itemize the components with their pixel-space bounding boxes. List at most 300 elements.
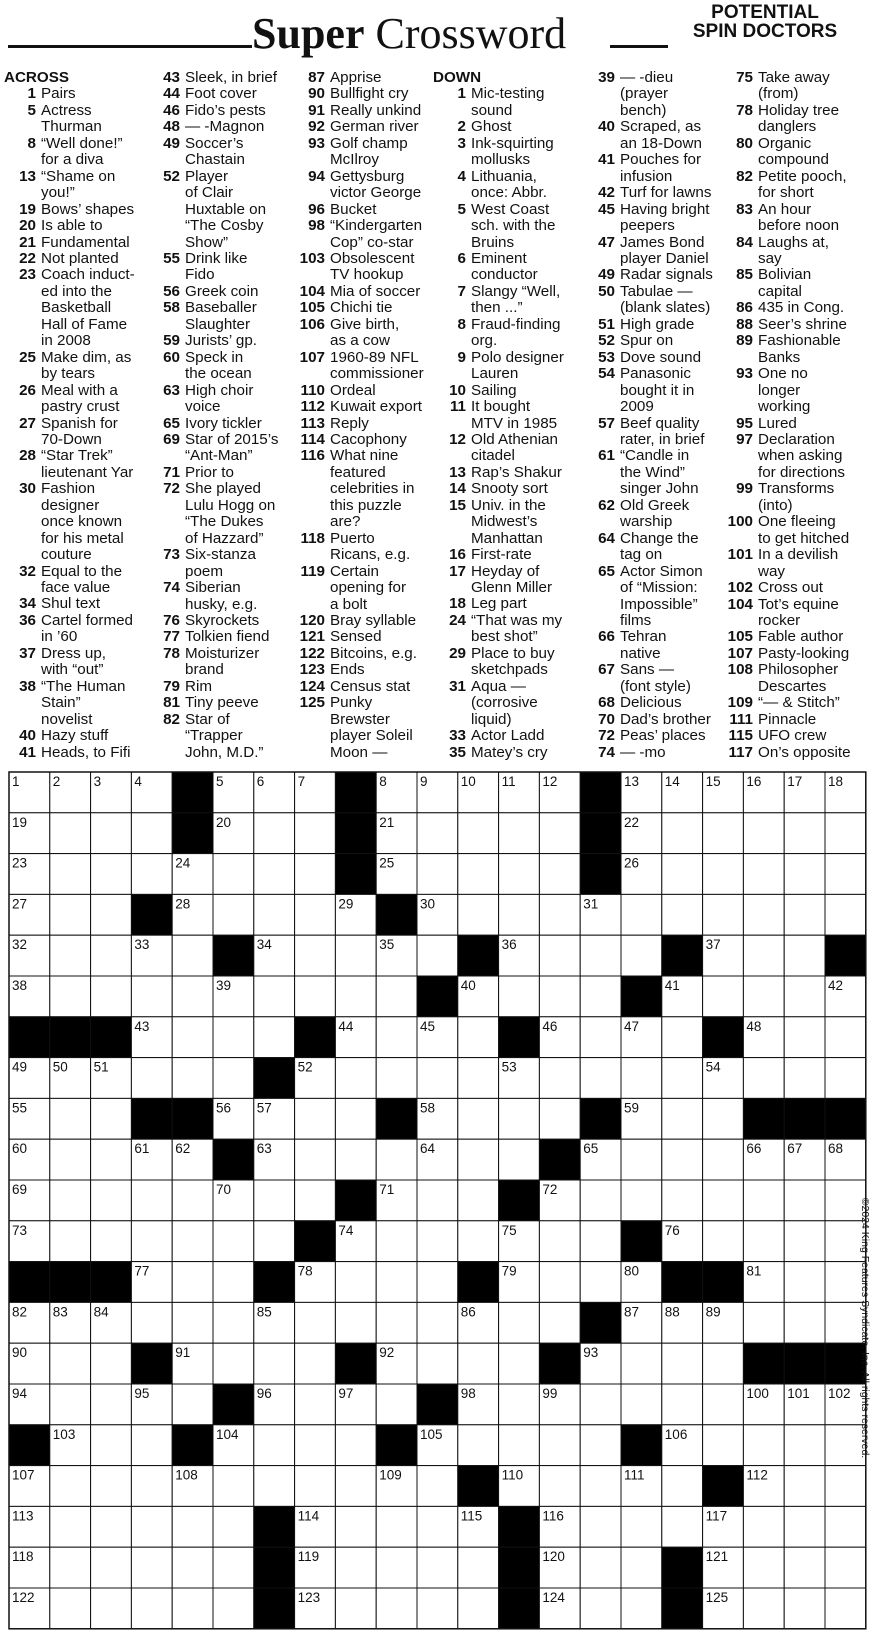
grid-cell[interactable] bbox=[499, 1139, 540, 1180]
clue-item[interactable] bbox=[582, 564, 726, 630]
grid-cell[interactable] bbox=[784, 935, 825, 976]
grid-cell[interactable] bbox=[417, 813, 458, 854]
grid-cell[interactable] bbox=[50, 1384, 91, 1425]
clue-item[interactable] bbox=[433, 399, 577, 432]
clue-item[interactable] bbox=[292, 202, 436, 218]
grid-cell[interactable] bbox=[621, 1506, 662, 1547]
grid-cell[interactable] bbox=[91, 976, 132, 1017]
clue-item[interactable] bbox=[148, 136, 292, 169]
grid-cell[interactable] bbox=[662, 1098, 703, 1139]
clue-item[interactable] bbox=[433, 284, 577, 317]
grid-cell[interactable] bbox=[784, 1425, 825, 1466]
grid-cell[interactable] bbox=[213, 1547, 254, 1588]
grid-cell[interactable] bbox=[50, 935, 91, 976]
grid-cell[interactable] bbox=[417, 1262, 458, 1303]
grid-cell[interactable] bbox=[499, 1425, 540, 1466]
grid-cell[interactable] bbox=[703, 976, 744, 1017]
grid-cell[interactable] bbox=[825, 1588, 866, 1629]
clue-item[interactable] bbox=[720, 70, 864, 103]
grid-cell[interactable] bbox=[662, 1384, 703, 1425]
grid-cell[interactable] bbox=[703, 1343, 744, 1384]
grid-cell[interactable] bbox=[417, 1506, 458, 1547]
clue-item[interactable] bbox=[292, 169, 436, 202]
crossword-grid[interactable] bbox=[8, 771, 867, 1630]
grid-cell[interactable] bbox=[295, 854, 336, 895]
clue-item[interactable] bbox=[292, 629, 436, 645]
grid-cell[interactable] bbox=[376, 1262, 417, 1303]
grid-cell[interactable] bbox=[335, 1058, 376, 1099]
grid-cell[interactable] bbox=[172, 1506, 213, 1547]
clue-item[interactable] bbox=[292, 416, 436, 432]
grid-cell[interactable] bbox=[784, 1221, 825, 1262]
clue-item[interactable] bbox=[582, 152, 726, 185]
clue-item[interactable] bbox=[433, 465, 577, 481]
clue-item[interactable] bbox=[433, 596, 577, 612]
grid-cell[interactable] bbox=[580, 1058, 621, 1099]
grid-cell[interactable] bbox=[417, 1343, 458, 1384]
grid-cell[interactable] bbox=[335, 1262, 376, 1303]
grid-cell[interactable] bbox=[703, 813, 744, 854]
grid-cell[interactable] bbox=[91, 1221, 132, 1262]
grid-cell[interactable] bbox=[784, 1302, 825, 1343]
clue-item[interactable] bbox=[4, 235, 148, 251]
grid-cell[interactable] bbox=[458, 1425, 499, 1466]
clue-item[interactable] bbox=[4, 251, 148, 267]
grid-cell[interactable] bbox=[703, 1384, 744, 1425]
grid-cell[interactable] bbox=[335, 1302, 376, 1343]
grid-cell[interactable] bbox=[499, 1384, 540, 1425]
grid-cell[interactable] bbox=[376, 1058, 417, 1099]
grid-cell[interactable] bbox=[743, 1425, 784, 1466]
grid-cell[interactable] bbox=[743, 1302, 784, 1343]
grid-cell[interactable] bbox=[172, 1221, 213, 1262]
grid-cell[interactable] bbox=[172, 935, 213, 976]
clue-item[interactable] bbox=[292, 383, 436, 399]
grid-cell[interactable] bbox=[91, 1180, 132, 1221]
clue-item[interactable] bbox=[292, 432, 436, 448]
grid-cell[interactable] bbox=[172, 1384, 213, 1425]
grid-cell[interactable] bbox=[417, 1547, 458, 1588]
grid-cell[interactable] bbox=[376, 1302, 417, 1343]
clue-item[interactable] bbox=[433, 86, 577, 119]
clue-item[interactable] bbox=[4, 169, 148, 202]
grid-cell[interactable] bbox=[295, 1139, 336, 1180]
clue-item[interactable] bbox=[292, 531, 436, 564]
grid-cell[interactable] bbox=[662, 1343, 703, 1384]
grid-cell[interactable] bbox=[213, 1506, 254, 1547]
clue-item[interactable] bbox=[582, 70, 726, 119]
grid-cell[interactable] bbox=[131, 1506, 172, 1547]
grid-cell[interactable] bbox=[580, 1221, 621, 1262]
clue-item[interactable] bbox=[433, 119, 577, 135]
grid-cell[interactable] bbox=[825, 854, 866, 895]
clue-item[interactable] bbox=[148, 432, 292, 465]
clue-item[interactable] bbox=[148, 103, 292, 119]
clue-item[interactable] bbox=[148, 70, 292, 86]
grid-cell[interactable] bbox=[621, 894, 662, 935]
clue-item[interactable] bbox=[292, 350, 436, 383]
grid-cell[interactable] bbox=[539, 813, 580, 854]
clue-item[interactable] bbox=[433, 350, 577, 383]
grid-cell[interactable] bbox=[50, 854, 91, 895]
clue-item[interactable] bbox=[720, 728, 864, 744]
clue-item[interactable] bbox=[292, 251, 436, 284]
grid-cell[interactable] bbox=[213, 854, 254, 895]
grid-cell[interactable] bbox=[458, 1139, 499, 1180]
clue-item[interactable] bbox=[292, 284, 436, 300]
grid-cell[interactable] bbox=[499, 854, 540, 895]
grid-cell[interactable] bbox=[580, 1547, 621, 1588]
grid-cell[interactable] bbox=[621, 1384, 662, 1425]
grid-cell[interactable] bbox=[91, 1139, 132, 1180]
grid-cell[interactable] bbox=[295, 1384, 336, 1425]
grid-cell[interactable] bbox=[580, 935, 621, 976]
clue-item[interactable] bbox=[148, 300, 292, 333]
grid-cell[interactable] bbox=[254, 813, 295, 854]
grid-cell[interactable] bbox=[825, 1058, 866, 1099]
clue-item[interactable] bbox=[292, 218, 436, 251]
grid-cell[interactable] bbox=[458, 813, 499, 854]
grid-cell[interactable] bbox=[254, 854, 295, 895]
clue-item[interactable] bbox=[148, 580, 292, 613]
grid-cell[interactable] bbox=[417, 1180, 458, 1221]
clue-item[interactable] bbox=[433, 646, 577, 679]
grid-cell[interactable] bbox=[703, 1098, 744, 1139]
clue-item[interactable] bbox=[720, 202, 864, 235]
clue-item[interactable] bbox=[292, 119, 436, 135]
grid-cell[interactable] bbox=[539, 1262, 580, 1303]
grid-cell[interactable] bbox=[50, 1466, 91, 1507]
grid-cell[interactable] bbox=[295, 1180, 336, 1221]
grid-cell[interactable] bbox=[580, 976, 621, 1017]
grid-cell[interactable] bbox=[784, 1588, 825, 1629]
grid-cell[interactable] bbox=[784, 1180, 825, 1221]
clue-item[interactable] bbox=[292, 103, 436, 119]
clue-item[interactable] bbox=[720, 103, 864, 136]
grid-cell[interactable] bbox=[417, 1466, 458, 1507]
grid-cell[interactable] bbox=[295, 1343, 336, 1384]
clue-item[interactable] bbox=[720, 580, 864, 596]
grid-cell[interactable] bbox=[295, 1425, 336, 1466]
grid-cell[interactable] bbox=[743, 1588, 784, 1629]
grid-cell[interactable] bbox=[376, 1221, 417, 1262]
clue-item[interactable] bbox=[433, 481, 577, 497]
grid-cell[interactable] bbox=[172, 1302, 213, 1343]
grid-cell[interactable] bbox=[50, 1098, 91, 1139]
clue-item[interactable] bbox=[148, 333, 292, 349]
grid-cell[interactable] bbox=[254, 1017, 295, 1058]
grid-cell[interactable] bbox=[621, 1180, 662, 1221]
grid-cell[interactable] bbox=[417, 1221, 458, 1262]
grid-cell[interactable] bbox=[539, 1098, 580, 1139]
grid-cell[interactable] bbox=[539, 1058, 580, 1099]
grid-cell[interactable] bbox=[254, 894, 295, 935]
grid-cell[interactable] bbox=[580, 1588, 621, 1629]
grid-cell[interactable] bbox=[131, 1547, 172, 1588]
grid-cell[interactable] bbox=[254, 976, 295, 1017]
clue-item[interactable] bbox=[720, 712, 864, 728]
grid-cell[interactable] bbox=[580, 1017, 621, 1058]
grid-cell[interactable] bbox=[580, 1180, 621, 1221]
grid-cell[interactable] bbox=[539, 1466, 580, 1507]
clue-item[interactable] bbox=[148, 613, 292, 629]
grid-cell[interactable] bbox=[458, 1017, 499, 1058]
grid-cell[interactable] bbox=[784, 1547, 825, 1588]
clue-item[interactable] bbox=[720, 662, 864, 695]
clue-item[interactable] bbox=[148, 416, 292, 432]
grid-cell[interactable] bbox=[91, 1547, 132, 1588]
grid-cell[interactable] bbox=[621, 1058, 662, 1099]
grid-cell[interactable] bbox=[662, 813, 703, 854]
grid-cell[interactable] bbox=[703, 854, 744, 895]
grid-cell[interactable] bbox=[458, 1098, 499, 1139]
clue-item[interactable] bbox=[292, 662, 436, 678]
grid-cell[interactable] bbox=[580, 1425, 621, 1466]
clue-item[interactable] bbox=[582, 745, 726, 761]
grid-cell[interactable] bbox=[131, 1302, 172, 1343]
grid-cell[interactable] bbox=[784, 976, 825, 1017]
clue-item[interactable] bbox=[4, 416, 148, 449]
grid-cell[interactable] bbox=[376, 1139, 417, 1180]
grid-cell[interactable] bbox=[335, 1588, 376, 1629]
grid-cell[interactable] bbox=[743, 813, 784, 854]
clue-item[interactable] bbox=[720, 695, 864, 711]
grid-cell[interactable] bbox=[172, 1262, 213, 1303]
clue-item[interactable] bbox=[720, 300, 864, 316]
grid-cell[interactable] bbox=[703, 894, 744, 935]
clue-item[interactable] bbox=[582, 235, 726, 268]
grid-cell[interactable] bbox=[131, 1425, 172, 1466]
grid-cell[interactable] bbox=[172, 1588, 213, 1629]
clue-item[interactable] bbox=[148, 251, 292, 284]
grid-cell[interactable] bbox=[703, 1139, 744, 1180]
grid-cell[interactable] bbox=[376, 1588, 417, 1629]
clue-item[interactable] bbox=[4, 103, 148, 136]
clue-item[interactable] bbox=[582, 202, 726, 235]
clue-item[interactable] bbox=[433, 251, 577, 284]
clue-item[interactable] bbox=[720, 481, 864, 514]
grid-cell[interactable] bbox=[417, 854, 458, 895]
grid-cell[interactable] bbox=[499, 1343, 540, 1384]
grid-cell[interactable] bbox=[743, 1547, 784, 1588]
grid-cell[interactable] bbox=[499, 976, 540, 1017]
grid-cell[interactable] bbox=[662, 894, 703, 935]
grid-cell[interactable] bbox=[335, 976, 376, 1017]
grid-cell[interactable] bbox=[662, 854, 703, 895]
grid-cell[interactable] bbox=[91, 1506, 132, 1547]
clue-item[interactable] bbox=[720, 169, 864, 202]
grid-cell[interactable] bbox=[376, 1017, 417, 1058]
grid-cell[interactable] bbox=[743, 976, 784, 1017]
grid-cell[interactable] bbox=[580, 1262, 621, 1303]
grid-cell[interactable] bbox=[254, 1466, 295, 1507]
clue-item[interactable] bbox=[582, 185, 726, 201]
grid-cell[interactable] bbox=[784, 813, 825, 854]
clue-item[interactable] bbox=[292, 564, 436, 613]
grid-cell[interactable] bbox=[50, 1180, 91, 1221]
grid-cell[interactable] bbox=[172, 1180, 213, 1221]
grid-cell[interactable] bbox=[621, 935, 662, 976]
grid-cell[interactable] bbox=[91, 813, 132, 854]
clue-item[interactable] bbox=[582, 284, 726, 317]
grid-cell[interactable] bbox=[703, 1425, 744, 1466]
clue-item[interactable] bbox=[433, 432, 577, 465]
grid-cell[interactable] bbox=[743, 1058, 784, 1099]
grid-cell[interactable] bbox=[172, 1058, 213, 1099]
clue-item[interactable] bbox=[292, 317, 436, 350]
grid-cell[interactable] bbox=[172, 976, 213, 1017]
grid-cell[interactable] bbox=[91, 1588, 132, 1629]
clue-item[interactable] bbox=[148, 679, 292, 695]
grid-cell[interactable] bbox=[825, 894, 866, 935]
clue-item[interactable] bbox=[148, 86, 292, 102]
grid-cell[interactable] bbox=[50, 813, 91, 854]
clue-item[interactable] bbox=[292, 613, 436, 629]
grid-cell[interactable] bbox=[499, 813, 540, 854]
clue-item[interactable] bbox=[720, 745, 864, 761]
grid-cell[interactable] bbox=[825, 1017, 866, 1058]
grid-cell[interactable] bbox=[825, 1466, 866, 1507]
grid-cell[interactable] bbox=[499, 1098, 540, 1139]
grid-cell[interactable] bbox=[784, 854, 825, 895]
grid-cell[interactable] bbox=[213, 1221, 254, 1262]
clue-item[interactable] bbox=[4, 350, 148, 383]
grid-cell[interactable] bbox=[172, 1547, 213, 1588]
grid-cell[interactable] bbox=[335, 935, 376, 976]
grid-cell[interactable] bbox=[50, 1588, 91, 1629]
grid-cell[interactable] bbox=[335, 1506, 376, 1547]
grid-cell[interactable] bbox=[213, 1017, 254, 1058]
grid-cell[interactable] bbox=[458, 854, 499, 895]
grid-cell[interactable] bbox=[458, 894, 499, 935]
grid-cell[interactable] bbox=[662, 1017, 703, 1058]
clue-item[interactable] bbox=[148, 383, 292, 416]
clue-item[interactable] bbox=[720, 547, 864, 580]
grid-cell[interactable] bbox=[213, 1588, 254, 1629]
grid-cell[interactable] bbox=[213, 894, 254, 935]
grid-cell[interactable] bbox=[50, 1221, 91, 1262]
clue-item[interactable] bbox=[148, 119, 292, 135]
clue-item[interactable] bbox=[292, 695, 436, 761]
grid-cell[interactable] bbox=[743, 894, 784, 935]
clue-item[interactable] bbox=[148, 695, 292, 711]
grid-cell[interactable] bbox=[499, 894, 540, 935]
clue-item[interactable] bbox=[720, 235, 864, 268]
clue-item[interactable] bbox=[148, 547, 292, 580]
clue-item[interactable] bbox=[4, 136, 148, 169]
grid-cell[interactable] bbox=[376, 1506, 417, 1547]
grid-cell[interactable] bbox=[417, 935, 458, 976]
grid-cell[interactable] bbox=[539, 935, 580, 976]
clue-item[interactable] bbox=[433, 745, 577, 761]
clue-item[interactable] bbox=[433, 679, 577, 728]
grid-cell[interactable] bbox=[50, 976, 91, 1017]
clue-item[interactable] bbox=[4, 745, 148, 761]
clue-item[interactable] bbox=[582, 629, 726, 662]
grid-cell[interactable] bbox=[91, 1425, 132, 1466]
grid-cell[interactable] bbox=[539, 976, 580, 1017]
clue-item[interactable] bbox=[582, 498, 726, 531]
grid-cell[interactable] bbox=[662, 1139, 703, 1180]
grid-cell[interactable] bbox=[580, 1466, 621, 1507]
grid-cell[interactable] bbox=[743, 1221, 784, 1262]
grid-cell[interactable] bbox=[50, 1139, 91, 1180]
grid-cell[interactable] bbox=[539, 1302, 580, 1343]
clue-item[interactable] bbox=[292, 646, 436, 662]
grid-cell[interactable] bbox=[131, 813, 172, 854]
grid-cell[interactable] bbox=[376, 1547, 417, 1588]
clue-item[interactable] bbox=[582, 448, 726, 497]
grid-cell[interactable] bbox=[417, 1302, 458, 1343]
grid-cell[interactable] bbox=[662, 1466, 703, 1507]
grid-cell[interactable] bbox=[91, 894, 132, 935]
grid-cell[interactable] bbox=[825, 1547, 866, 1588]
grid-cell[interactable] bbox=[580, 1506, 621, 1547]
grid-cell[interactable] bbox=[131, 1588, 172, 1629]
clue-item[interactable] bbox=[582, 317, 726, 333]
grid-cell[interactable] bbox=[621, 1547, 662, 1588]
grid-cell[interactable] bbox=[335, 1547, 376, 1588]
clue-item[interactable] bbox=[4, 481, 148, 563]
clue-item[interactable] bbox=[582, 333, 726, 349]
grid-cell[interactable] bbox=[213, 1466, 254, 1507]
clue-item[interactable] bbox=[148, 712, 292, 761]
grid-cell[interactable] bbox=[131, 1180, 172, 1221]
clue-item[interactable] bbox=[4, 383, 148, 416]
clue-item[interactable] bbox=[4, 646, 148, 679]
clue-item[interactable] bbox=[433, 564, 577, 597]
clue-item[interactable] bbox=[4, 202, 148, 218]
clue-item[interactable] bbox=[433, 169, 577, 202]
clue-item[interactable] bbox=[4, 679, 148, 728]
grid-cell[interactable] bbox=[458, 1547, 499, 1588]
clue-item[interactable] bbox=[582, 267, 726, 283]
grid-cell[interactable] bbox=[539, 1425, 580, 1466]
grid-cell[interactable] bbox=[335, 1425, 376, 1466]
grid-cell[interactable] bbox=[91, 1343, 132, 1384]
clue-item[interactable] bbox=[433, 202, 577, 251]
clue-item[interactable] bbox=[148, 465, 292, 481]
clue-item[interactable] bbox=[4, 728, 148, 744]
clue-item[interactable] bbox=[4, 596, 148, 612]
grid-cell[interactable] bbox=[376, 976, 417, 1017]
clue-item[interactable] bbox=[582, 119, 726, 152]
clue-item[interactable] bbox=[4, 267, 148, 349]
clue-item[interactable] bbox=[720, 317, 864, 333]
grid-cell[interactable] bbox=[458, 1221, 499, 1262]
clue-item[interactable] bbox=[4, 613, 148, 646]
clue-item[interactable] bbox=[720, 416, 864, 432]
clue-item[interactable] bbox=[292, 399, 436, 415]
grid-cell[interactable] bbox=[703, 1180, 744, 1221]
grid-cell[interactable] bbox=[825, 813, 866, 854]
grid-cell[interactable] bbox=[784, 1506, 825, 1547]
grid-cell[interactable] bbox=[539, 894, 580, 935]
grid-cell[interactable] bbox=[213, 1343, 254, 1384]
clue-item[interactable] bbox=[148, 646, 292, 679]
grid-cell[interactable] bbox=[417, 1588, 458, 1629]
grid-cell[interactable] bbox=[295, 813, 336, 854]
grid-cell[interactable] bbox=[131, 976, 172, 1017]
grid-cell[interactable] bbox=[784, 1058, 825, 1099]
clue-item[interactable] bbox=[148, 350, 292, 383]
clue-item[interactable] bbox=[582, 350, 726, 366]
grid-cell[interactable] bbox=[458, 1058, 499, 1099]
grid-cell[interactable] bbox=[213, 1262, 254, 1303]
clue-item[interactable] bbox=[148, 169, 292, 251]
clue-item[interactable] bbox=[582, 416, 726, 449]
grid-cell[interactable] bbox=[580, 1384, 621, 1425]
